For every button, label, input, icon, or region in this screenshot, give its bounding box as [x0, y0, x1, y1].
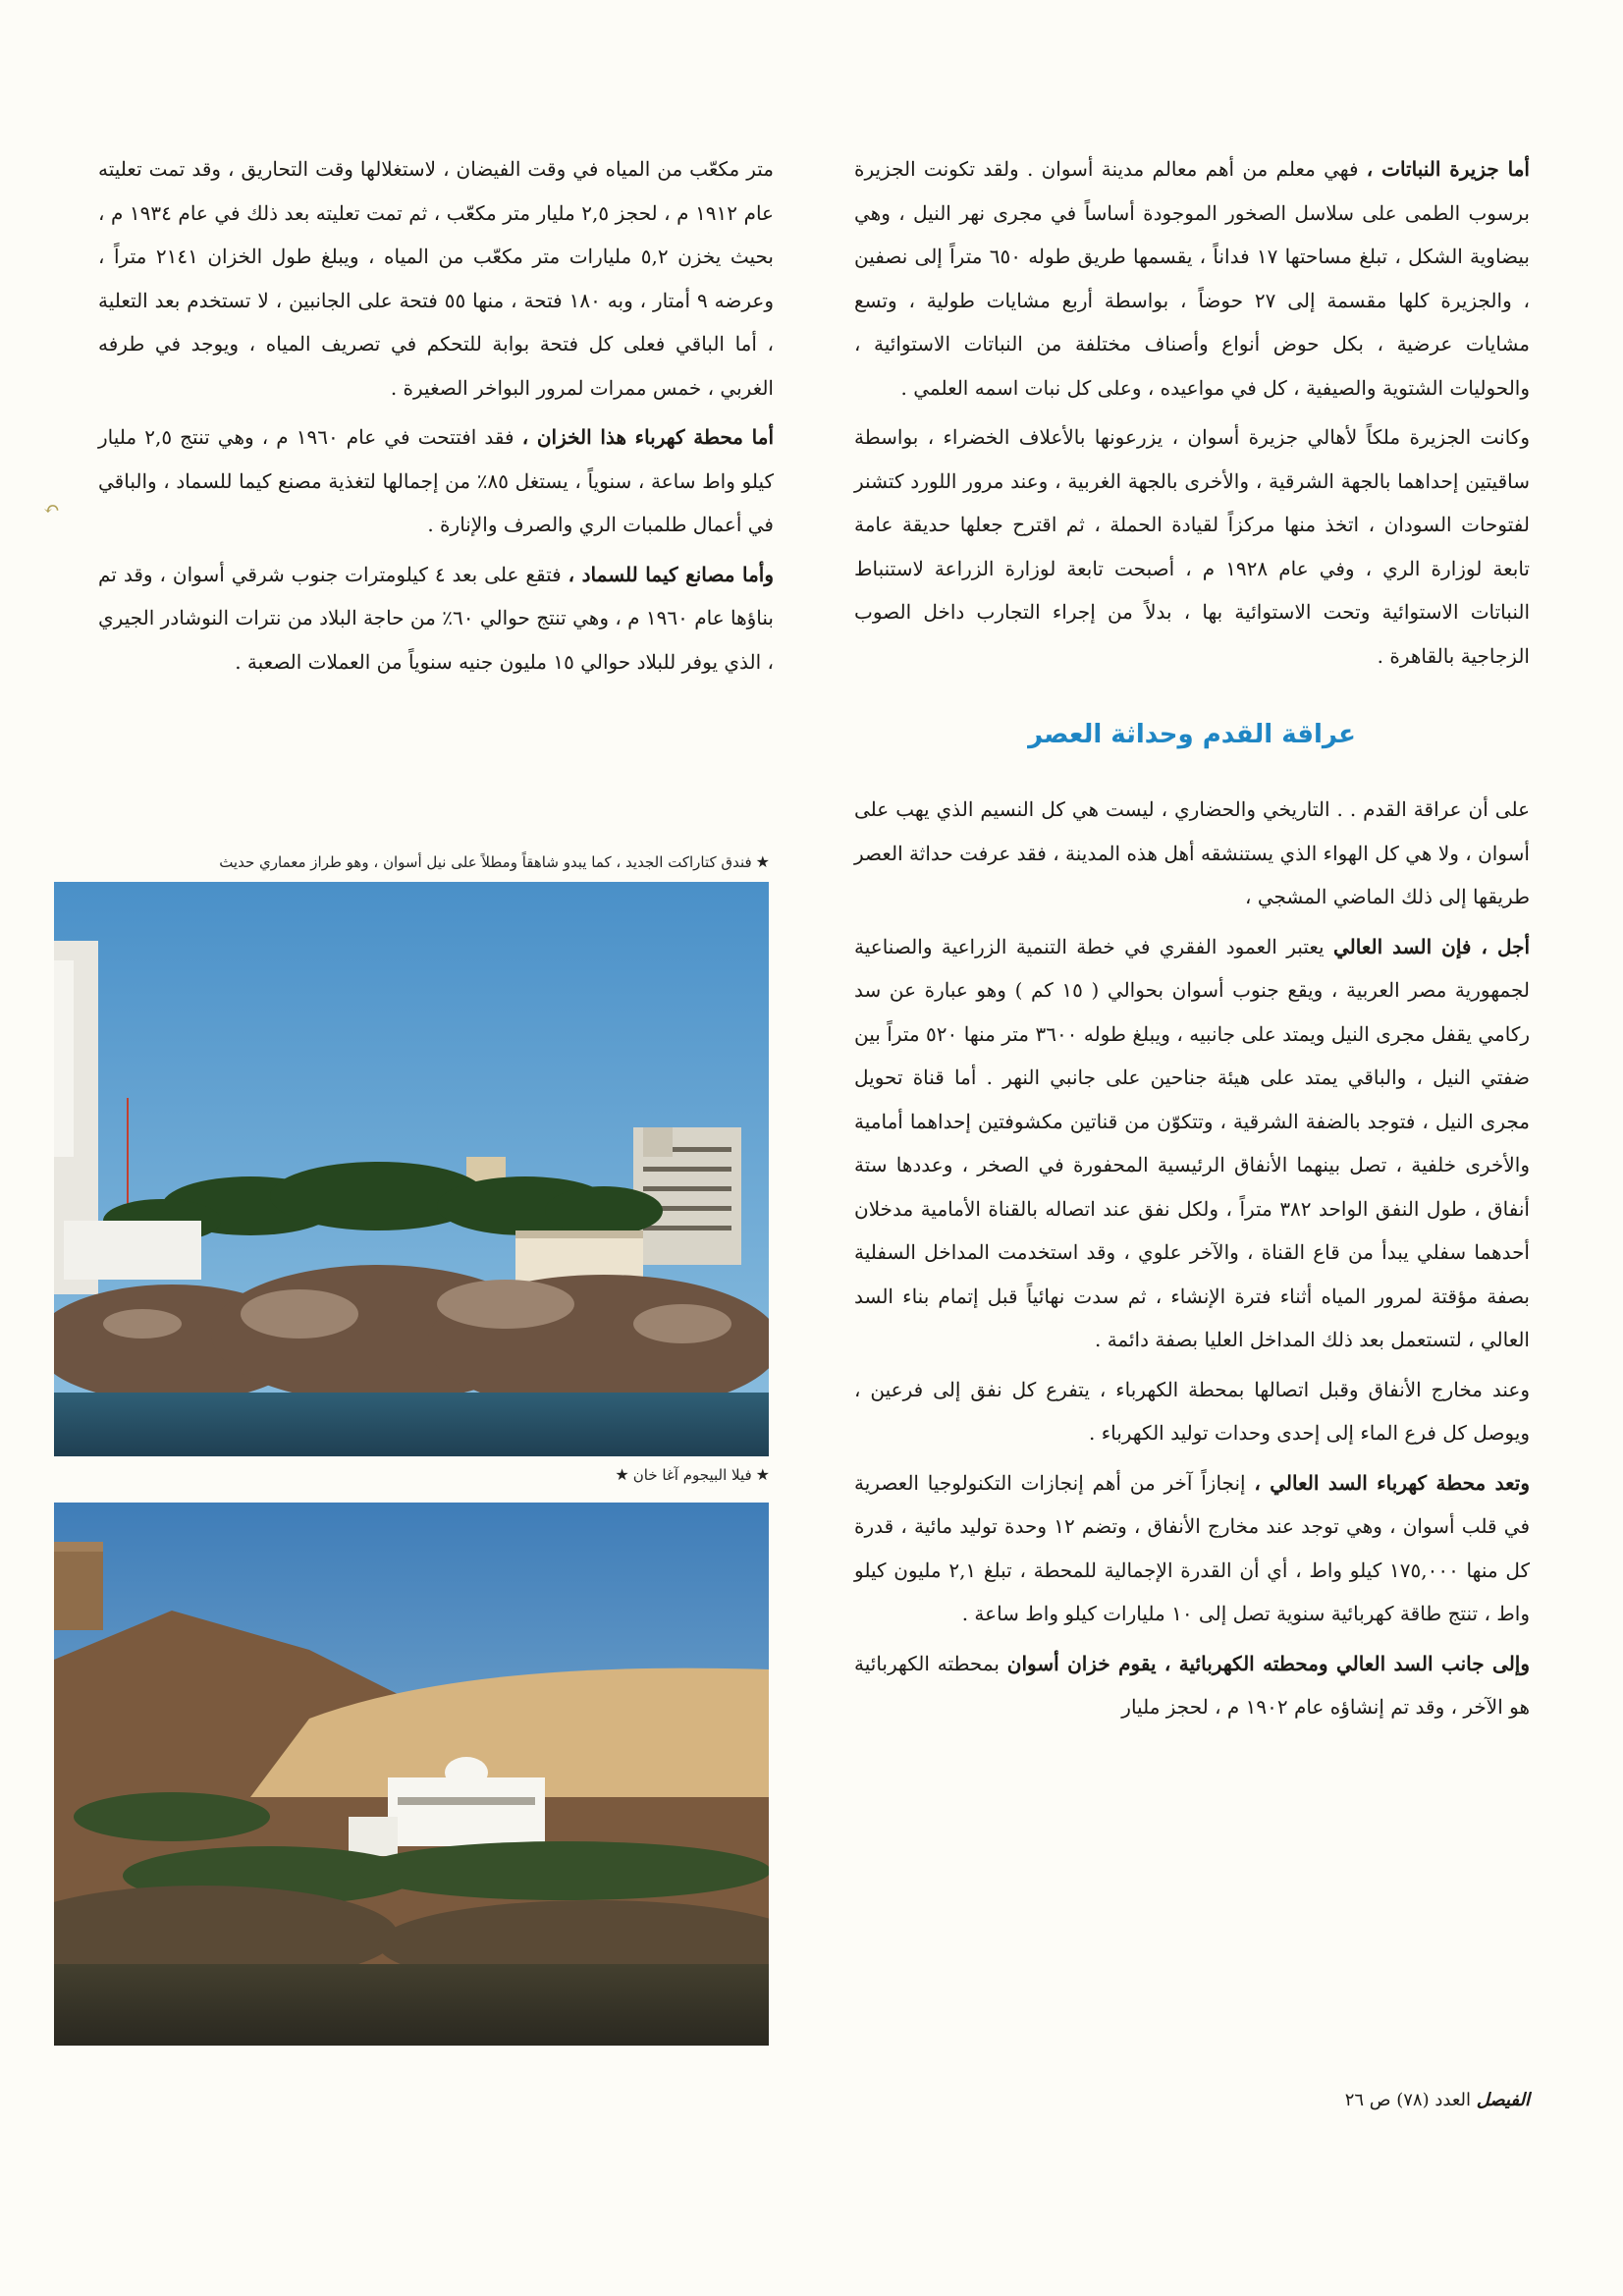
paragraph-heritage: على أن عراقة القدم . . التاريخي والحضاري ، ليست هي كل النسيم الذي يهب على أسوان ، ولا هي كل الهواء الذي يستنشقه أهل هذه المدينة ، فقد عرفت حداثة العصر طريقها إلى ذلك الماضي المشجي ، — [854, 797, 1530, 908]
text-power-station: إنجازاً آخر من أهم إنجازات التكنولوجيا العصرية في قلب أسوان ، وهي توجد عند مخارج الأنفاق ، وتضم ١٢ وحدة توليد مائية ، قدرة كل منها ١٧٥,٠٠٠ كيلو واط ، أي أن القدرة الإجمالية للمحطة ، تبلغ ٢,١ مليون كيلو واط ، تنتج طاقة كهربائية سنوية تصل إلى ١٠ مليارات كيلو واط ساعة . — [854, 1470, 1531, 1625]
caption-text: فندق كتاراكت الجديد ، كما يبدو شاهقاً ومطلاً على نيل أسوان ، وهو طراز معماري حديث — [219, 853, 752, 871]
paragraph-kima-factory — [98, 553, 774, 684]
lead-kima-factory: وأما مصانع كيما للسماد ، — [568, 562, 775, 586]
caption-text-villa: فيلا البيجوم آغا خان — [632, 1466, 752, 1484]
section-title: عراقة القدم وحداثة العصر — [1028, 720, 1356, 749]
page-footer — [854, 2090, 1530, 2110]
text-kima-factory: فتقع على بعد ٤ كيلومترات جنوب شرقي أسوان ، وقد تم بناؤها عام ١٩٦٠ م ، وهي تنتج حوالي ٦٠٪ من حاجة البلاد من نترات النوشادر الجيري ، الذي يوفر للبلاد حوالي ١٥ مليون جنيه سنوياً من العملات الصعبة . — [98, 562, 775, 674]
paragraph-reservoir-power — [98, 415, 774, 547]
magazine-name: الفيصل — [1476, 2090, 1530, 2110]
photo-aga-khan-villa — [54, 1503, 769, 2046]
text-botanical-island: فهي معلم من أهم معالم مدينة أسوان . ولقد تكونت الجزيرة برسوب الطمى على سلاسل الصخور الموجودة أساساً في مجرى نهر النيل ، وهي بيضاوية الشكل ، تبلغ مساحتها ١٧ فداناً ، يقسمها طريق طوله ٦٥٠ متراً إلى نصفين ، والجزيرة كلها مقسمة إلى ٢٧ حوضاً ، بواسطة أربع مشايات طولية ، وتسع مشايات عرضية ، بكل حوض أنواع وأصناف مختلفة من النباتات الاستوائية ، والحوليات الشتوية والصيفية ، كل في مواعيده ، وعلى كل نبات اسمه العلمي . — [854, 157, 1531, 400]
text-aswan-reservoir: بمحطته الكهربائية هو الآخر ، وقد تم إنشاؤه عام ١٩٠٢ م ، لحجز مليار — [854, 1651, 1530, 1719]
paragraph-high-dam — [854, 925, 1530, 1362]
star-icon: ★ — [755, 852, 770, 871]
left-column — [98, 147, 774, 689]
paragraph-island-history: وكانت الجزيرة ملكاً لأهالي جزيرة أسوان ، يزرعونها بالأعلاف الخضراء ، بواسطة ساقيتين إحداهما بالجهة الشرقية ، والأخرى بالجهة الغربية ، وعند مرور اللورد كتشنر لفتوحات السودان ، اتخذ منها مركزاً لقيادة الحملة ، ثم اقترح جعلها حديقة عامة تابعة لوزارة الري ، وفي عام ١٩٢٨ م ، أصبحت تابعة لوزارة الزراعة لاستنباط النباتات الاستوائية وتحت الاستوائية بها ، بدلاً من إجراء التجارب داخل الصوب الزجاجية بالقاهرة . — [854, 425, 1530, 668]
lead-aswan-reservoir: وإلى جانب السد العالي ومحطته الكهربائية ، يقوم خزان أسوان — [1006, 1651, 1531, 1675]
lead-reservoir-power: أما محطة كهرباء هذا الخزان ، — [521, 425, 775, 449]
paragraph-botanical-island — [854, 147, 1530, 410]
paragraph-power-station — [854, 1461, 1530, 1636]
lead-botanical-island: أما جزيرة النباتات ، — [1366, 157, 1530, 181]
paragraph-reservoir-continued: متر مكعّب من المياه في وقت الفيضان ، لاستغلالها وقت التحاريق ، وقد تمت تعليته عام ١٩١٢ م ، لحجز ٢,٥ مليار متر مكعّب ، ثم تمت تعليته بعد ذلك في عام ١٩٣٤ م ، بحيث يخزن ٥,٢ مليارات متر مكعّب من المياه ، ويبلغ طول الخزان ٢١٤١ متراً ، وعرضه ٩ أمتار ، وبه ١٨٠ فتحة ، منها ٥٥ فتحة على الجانبين ، لا تستخدم بعد التعلية ، أما الباقي فعلى كل فتحة بوابة للتحكم في تصريف المياه ، ويوجد في طرفه الغربي ، خمس ممرات لمرور البواخر الصغيرة . — [98, 157, 774, 400]
caption-aga-khan-villa — [54, 1463, 774, 1487]
paragraph-aswan-reservoir — [854, 1642, 1530, 1729]
paragraph-tunnels: وعند مخارج الأنفاق وقبل اتصالها بمحطة الكهرباء ، يتفرع كل نفق إلى فرعين ، ويوصل كل فرع الماء إلى إحدى وحدات توليد الكهرباء . — [854, 1377, 1530, 1445]
photo-aga-khan-villa-image — [54, 1503, 769, 2046]
star-icon-left: ★ — [755, 1465, 770, 1484]
margin-mark: ↶ — [43, 497, 60, 520]
photo-cataract-hotel — [54, 882, 769, 1456]
lead-power-station: وتعد محطة كهرباء السد العالي ، — [1254, 1470, 1530, 1495]
issue-and-page: العدد (٧٨) ص ٢٦ — [1344, 2090, 1471, 2110]
right-column — [854, 147, 1530, 1735]
star-icon-right: ★ — [615, 1465, 629, 1484]
text-high-dam: يعتبر العمود الفقري في خطة التنمية الزراعية والصناعية لجمهورية مصر العربية ، ويقع جنوب أسوان بحوالي ( ١٥ كم ) وهو عبارة عن سد ركامي يقفل مجرى النيل ويمتد على جانبيه ، ويبلغ طوله ٣٦٠٠ متر منها ٥٢٠ متراً بين ضفتي النيل ، والباقي يمتد على هيئة جناحين على جانبي النهر . أما قناة تحويل مجرى النيل ، فتوجد بالضفة الشرقية ، وتتكوّن من قناتين مكشوفتين إحداهما أمامية والأخرى خلفية ، تصل بينهما الأنفاق الرئيسية المحفورة في الصخر ، وعددها ستة أنفاق ، طول النفق الواحد ٣٨٢ متراً ، ولكل نفق عند اتصاله بالقناة الأمامية مدخلان أحدهما سفلي يبدأ من قاع القناة ، والآخر علوي ، وقد استخدمت المداخل السفلية بصفة مؤقتة لمرور المياه أثناء فترة الإنشاء ، ثم سدت نهائياً قبل إتمام بناء السد العالي ، لتستعمل بعد ذلك المداخل العليا بصفة دائمة . — [854, 934, 1530, 1351]
text-reservoir-power: فقد افتتحت في عام ١٩٦٠ م ، وهي تنتج ٢,٥ مليار كيلو واط ساعة ، سنوياً ، يستغل ٨٥٪ من إجمالها لتغذية مصنع كيما للسماد ، والباقي في أعمال طلمبات الري والصرف والإنارة . — [98, 425, 774, 536]
photo-cataract-hotel-image — [54, 882, 769, 1456]
lead-high-dam: أجل ، فإن السد العالي — [1333, 934, 1531, 958]
caption-cataract-hotel — [54, 850, 774, 874]
